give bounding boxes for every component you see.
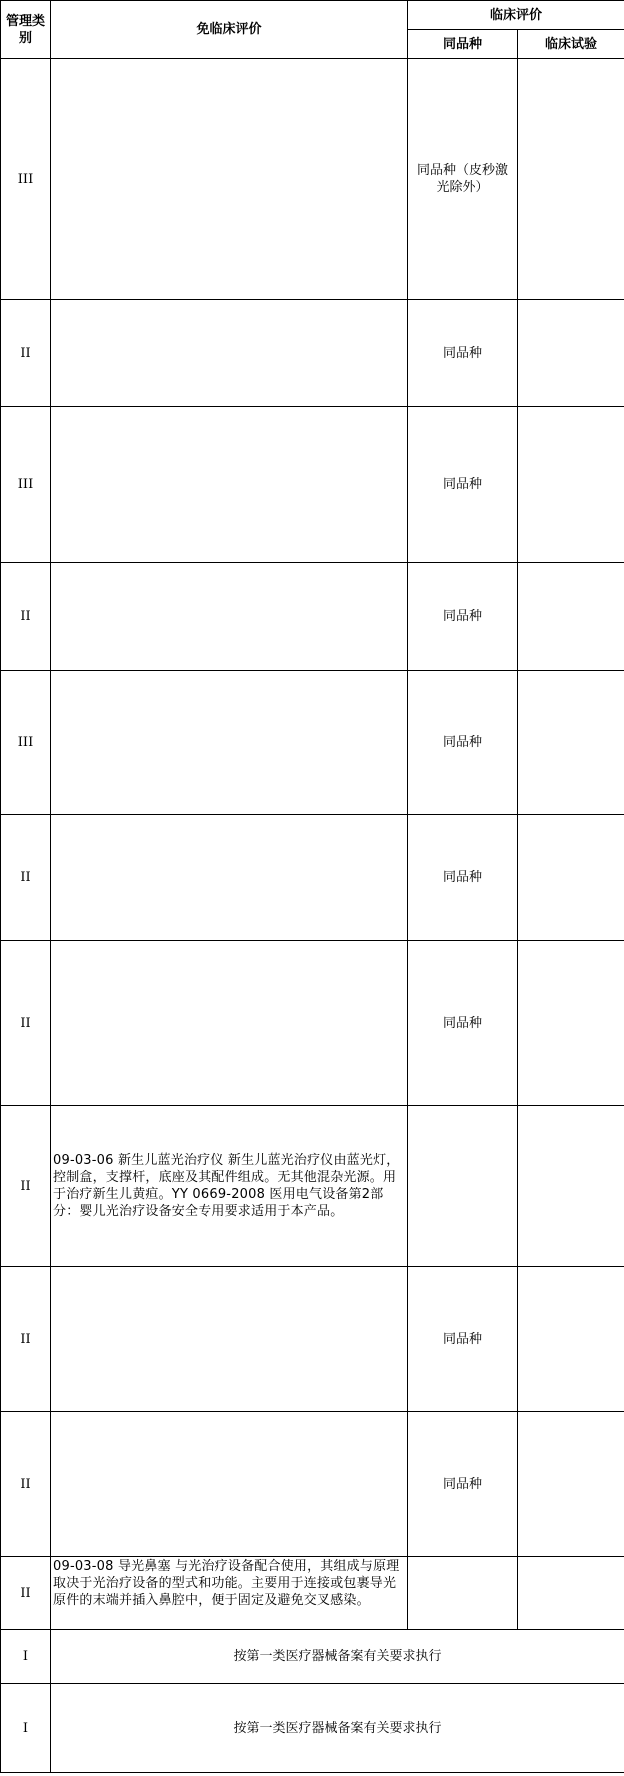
row-clinical-trial-cell	[518, 1412, 624, 1557]
row-desc-cell	[51, 671, 408, 815]
table-row	[1, 407, 624, 563]
header-mgmt-class: 管理类别	[1, 1, 51, 59]
row-clinical-trial-cell	[518, 941, 624, 1106]
row-same-variety-cell: 同品种	[408, 300, 518, 407]
table-row	[1, 563, 624, 671]
row-class-cell: II	[1, 1412, 51, 1557]
table-row	[1, 941, 624, 1106]
row-clinical-trial-cell	[518, 300, 624, 407]
row-same-variety-cell: 同品种（皮秒激光除外）	[408, 59, 518, 300]
row-same-variety-cell: 同品种	[408, 1412, 518, 1557]
row-class-cell: II	[1, 300, 51, 407]
row-clinical-trial-cell	[518, 815, 624, 941]
row-desc-cell	[51, 59, 408, 300]
row-desc-cell: 09-03-08 导光鼻塞 与光治疗设备配合使用，其组成与原理取决于光治疗设备的型式和功能。主要用于连接或包裹导光原件的末端并插入鼻腔中，便于固定及避免交叉感染。	[51, 1557, 408, 1630]
row-clinical-trial-cell	[518, 563, 624, 671]
row-same-variety-cell: 同品种	[408, 941, 518, 1106]
row-class-cell: II	[1, 1267, 51, 1412]
table-row	[1, 1267, 624, 1412]
row-class-cell: II	[1, 941, 51, 1106]
row-class-cell: III	[1, 407, 51, 563]
row-desc-cell	[51, 300, 408, 407]
table-row	[1, 815, 624, 941]
row-same-variety-cell: 同品种	[408, 1267, 518, 1412]
row-desc-cell	[51, 1412, 408, 1557]
row-desc-cell	[51, 563, 408, 671]
row-same-variety-cell: 同品种	[408, 815, 518, 941]
class-one-note: 按第一类医疗器械备案有关要求执行	[51, 1684, 624, 1773]
class-one-row	[1, 1630, 624, 1684]
row-class-cell: I	[1, 1684, 51, 1773]
row-class-cell: II	[1, 1106, 51, 1267]
class-one-row	[1, 1684, 624, 1773]
row-desc-cell	[51, 1267, 408, 1412]
header-row-1	[1, 1, 624, 30]
table-row	[1, 300, 624, 407]
row-desc-cell: 09-03-06 新生儿蓝光治疗仪 新生儿蓝光治疗仪由蓝光灯，控制盒，支撑杆，底座及其配件组成。无其他混杂光源。用于治疗新生儿黄疸。YY 0669-2008 医用电气设备第2部分：婴儿光治疗设备安全专用要求适用于本产品。	[51, 1106, 408, 1267]
table-row	[1, 671, 624, 815]
header-clinical-eval: 临床评价	[408, 1, 624, 30]
row-same-variety-cell	[408, 1106, 518, 1267]
row-same-variety-cell: 同品种	[408, 563, 518, 671]
row-clinical-trial-cell	[518, 671, 624, 815]
table-row	[1, 1557, 624, 1630]
header-exempt-eval: 免临床评价	[51, 1, 408, 59]
row-clinical-trial-cell	[518, 407, 624, 563]
row-clinical-trial-cell	[518, 59, 624, 300]
row-class-cell: II	[1, 1557, 51, 1630]
row-desc-cell	[51, 941, 408, 1106]
class-one-note: 按第一类医疗器械备案有关要求执行	[51, 1630, 624, 1684]
row-same-variety-cell: 同品种	[408, 671, 518, 815]
row-desc-cell	[51, 815, 408, 941]
row-same-variety-cell: 同品种	[408, 407, 518, 563]
row-clinical-trial-cell	[518, 1557, 624, 1630]
row-clinical-trial-cell	[518, 1267, 624, 1412]
row-class-cell: I	[1, 1630, 51, 1684]
table-row	[1, 1412, 624, 1557]
header-same-variety: 同品种	[408, 30, 518, 59]
row-desc-cell	[51, 407, 408, 563]
row-class-cell: II	[1, 563, 51, 671]
row-class-cell: II	[1, 815, 51, 941]
row-clinical-trial-cell	[518, 1106, 624, 1267]
row-same-variety-cell	[408, 1557, 518, 1630]
header-clinical-trial: 临床试验	[518, 30, 624, 59]
table-row	[1, 1106, 624, 1267]
row-class-cell: III	[1, 59, 51, 300]
row-class-cell: III	[1, 671, 51, 815]
table-row	[1, 59, 624, 300]
